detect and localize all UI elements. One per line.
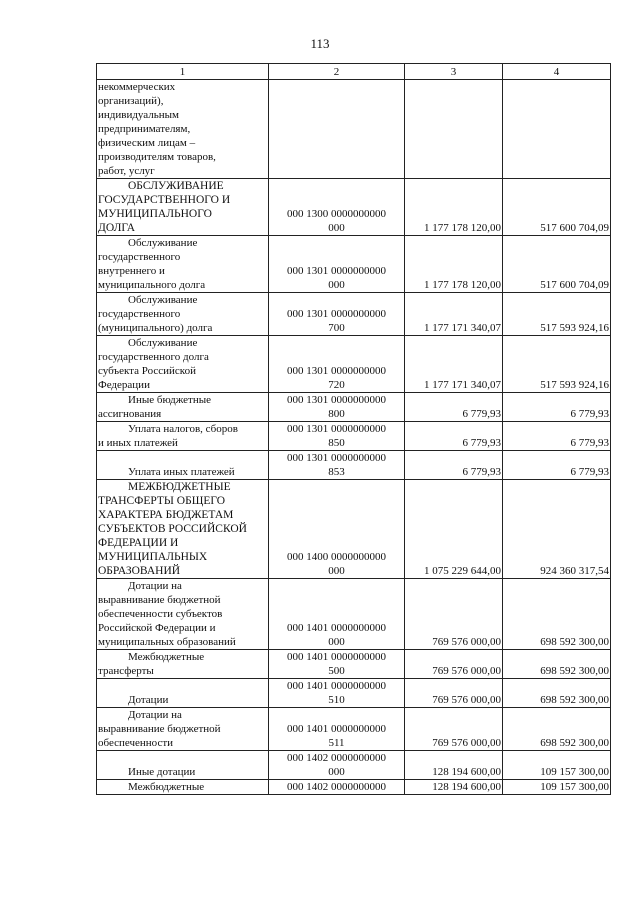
- row-value-actual: 6 779,93: [503, 393, 611, 422]
- row-value-plan: 128 194 600,00: [405, 780, 503, 795]
- row-value-actual: 698 592 300,00: [503, 708, 611, 751]
- row-name: некоммерческих организаций), индивидуальным предпринимателям, физическим лицам – производителям товаров, работ, услуг: [97, 80, 269, 179]
- table-row: [97, 650, 611, 679]
- row-value-plan: 1 177 171 340,07: [405, 336, 503, 393]
- table-row: [97, 393, 611, 422]
- row-code: 000 1301 0000000000 720: [269, 336, 405, 393]
- row-code: 000 1300 0000000000 000: [269, 179, 405, 236]
- row-value-actual: 517 600 704,09: [503, 179, 611, 236]
- column-header: 3: [405, 64, 503, 80]
- row-name: Дотации на выравнивание бюджетной обеспеченности: [97, 708, 269, 751]
- table-row: [97, 708, 611, 751]
- row-value-actual: 698 592 300,00: [503, 679, 611, 708]
- row-name: Межбюджетные: [97, 780, 269, 795]
- table-row: [97, 480, 611, 579]
- page-number: 113: [310, 36, 330, 51]
- row-value-plan: 769 576 000,00: [405, 579, 503, 650]
- table-row: [97, 179, 611, 236]
- row-code: 000 1301 0000000000 000: [269, 236, 405, 293]
- row-name: Межбюджетные трансферты: [97, 650, 269, 679]
- row-code: 000 1401 0000000000 000: [269, 579, 405, 650]
- row-name: Дотации на выравнивание бюджетной обеспеченности субъектов Российской Федерации и муниципальных образований: [97, 579, 269, 650]
- row-value-actual: [503, 80, 611, 179]
- table-row: [97, 679, 611, 708]
- row-value-plan: 1 177 171 340,07: [405, 293, 503, 336]
- row-value-plan: 6 779,93: [405, 393, 503, 422]
- table-row: [97, 336, 611, 393]
- row-value-plan: 769 576 000,00: [405, 650, 503, 679]
- table-row: [97, 579, 611, 650]
- table-row: [97, 422, 611, 451]
- row-value-plan: 1 075 229 644,00: [405, 480, 503, 579]
- row-code: [269, 80, 405, 179]
- row-code: 000 1301 0000000000 700: [269, 293, 405, 336]
- row-name: Иные дотации: [97, 751, 269, 780]
- row-value-actual: 517 593 924,16: [503, 336, 611, 393]
- table-row: [97, 80, 611, 179]
- row-code: 000 1402 0000000000: [269, 780, 405, 795]
- table-row: [97, 293, 611, 336]
- row-name: Обслуживание государственного (муниципального) долга: [97, 293, 269, 336]
- row-value-plan: 6 779,93: [405, 451, 503, 480]
- row-value-actual: 924 360 317,54: [503, 480, 611, 579]
- row-name: Иные бюджетные ассигнования: [97, 393, 269, 422]
- row-value-actual: 517 600 704,09: [503, 236, 611, 293]
- row-name: Уплата налогов, сборов и иных платежей: [97, 422, 269, 451]
- row-code: 000 1401 0000000000 510: [269, 679, 405, 708]
- row-value-actual: 698 592 300,00: [503, 579, 611, 650]
- row-value-actual: 6 779,93: [503, 422, 611, 451]
- table-row: [97, 236, 611, 293]
- row-code: 000 1301 0000000000 850: [269, 422, 405, 451]
- row-value-actual: 109 157 300,00: [503, 751, 611, 780]
- column-header: 1: [97, 64, 269, 80]
- row-code: 000 1401 0000000000 511: [269, 708, 405, 751]
- row-value-plan: 1 177 178 120,00: [405, 236, 503, 293]
- row-value-plan: 769 576 000,00: [405, 708, 503, 751]
- row-value-actual: 698 592 300,00: [503, 650, 611, 679]
- row-value-plan: 6 779,93: [405, 422, 503, 451]
- row-name: МЕЖБЮДЖЕТНЫЕ ТРАНСФЕРТЫ ОБЩЕГО ХАРАКТЕРА БЮДЖЕТАМ СУБЪЕКТОВ РОССИЙСКОЙ ФЕДЕРАЦИИ И МУНИЦИПАЛЬНЫХ ОБРАЗОВАНИЙ: [97, 480, 269, 579]
- table-row: [97, 780, 611, 795]
- row-value-actual: 6 779,93: [503, 451, 611, 480]
- header-row: [97, 64, 611, 80]
- column-header: 2: [269, 64, 405, 80]
- budget-table: [96, 63, 611, 795]
- row-value-actual: 517 593 924,16: [503, 293, 611, 336]
- row-name: ОБСЛУЖИВАНИЕ ГОСУДАРСТВЕННОГО И МУНИЦИПАЛЬНОГО ДОЛГА: [97, 179, 269, 236]
- table-row: [97, 451, 611, 480]
- row-value-actual: 109 157 300,00: [503, 780, 611, 795]
- row-code: 000 1400 0000000000 000: [269, 480, 405, 579]
- table-row: [97, 751, 611, 780]
- row-code: 000 1401 0000000000 500: [269, 650, 405, 679]
- row-name: Уплата иных платежей: [97, 451, 269, 480]
- row-code: 000 1301 0000000000 800: [269, 393, 405, 422]
- row-value-plan: 769 576 000,00: [405, 679, 503, 708]
- column-header: 4: [503, 64, 611, 80]
- row-code: 000 1402 0000000000 000: [269, 751, 405, 780]
- row-value-plan: 1 177 178 120,00: [405, 179, 503, 236]
- row-code: 000 1301 0000000000 853: [269, 451, 405, 480]
- row-name: Обслуживание государственного долга субъекта Российской Федерации: [97, 336, 269, 393]
- row-value-plan: 128 194 600,00: [405, 751, 503, 780]
- row-name: Обслуживание государственного внутреннего и муниципального долга: [97, 236, 269, 293]
- row-name: Дотации: [97, 679, 269, 708]
- row-value-plan: [405, 80, 503, 179]
